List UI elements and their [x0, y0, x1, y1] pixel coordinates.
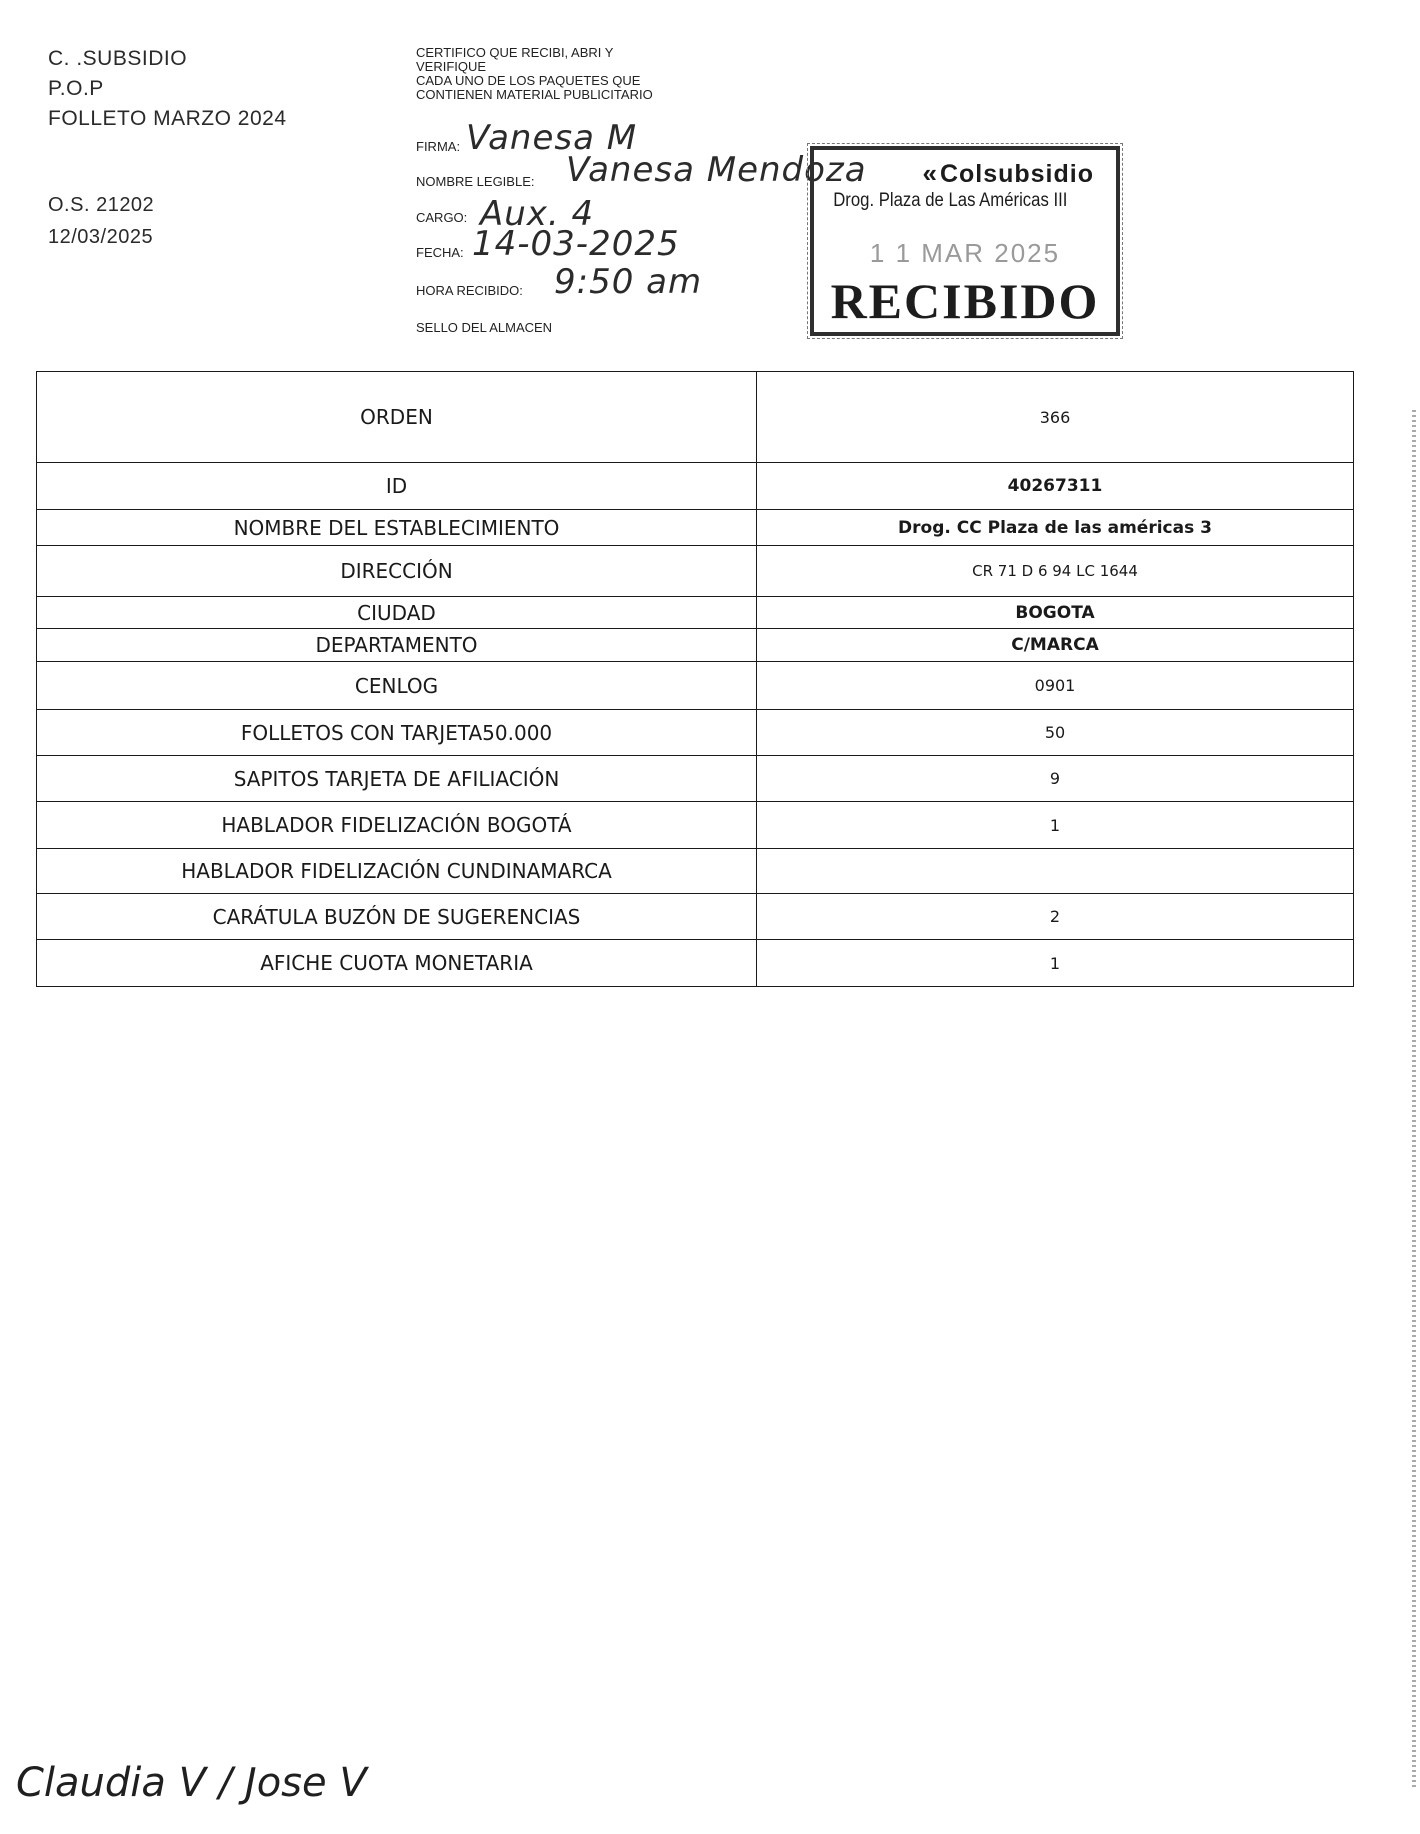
stamp-date: 1 1 MAR 2025 [869, 238, 1061, 268]
table-row [37, 546, 1354, 597]
row-label: DIRECCIÓN [37, 546, 757, 597]
footer-signature: Claudia V / Jose V [16, 1760, 367, 1806]
row-value: 1 [757, 940, 1354, 987]
row-value: 0901 [757, 662, 1354, 710]
stamp-brand: «Colsubsidio [922, 158, 1094, 188]
firma-label: FIRMA: [416, 139, 461, 154]
row-value: Drog. CC Plaza de las américas 3 [757, 510, 1354, 546]
row-label: FOLLETOS CON TARJETA50.000 [37, 710, 757, 756]
row-label: CENLOG [37, 662, 757, 710]
cargo-label: CARGO: [416, 210, 468, 225]
row-value: 9 [757, 756, 1354, 802]
hora-label: HORA RECIBIDO: [416, 283, 523, 298]
table-row [37, 940, 1354, 987]
row-value: 1 [757, 802, 1354, 849]
row-label: HABLADOR FIDELIZACIÓN CUNDINAMARCA [37, 849, 757, 894]
cert-line: CADA UNO DE LOS PAQUETES QUE [416, 73, 641, 88]
stamp-store: Drog. Plaza de Las Américas III [833, 190, 1068, 211]
row-label: CARÁTULA BUZÓN DE SUGERENCIAS [37, 894, 757, 940]
table-row [37, 894, 1354, 940]
table-row [37, 756, 1354, 802]
row-label: HABLADOR FIDELIZACIÓN BOGOTÁ [37, 802, 757, 849]
scan-edge-decoration [1412, 410, 1416, 1790]
row-value: 50 [757, 710, 1354, 756]
cert-line: VERIFIQUE [416, 59, 487, 74]
received-stamp [810, 146, 1120, 336]
cert-line: CONTIENEN MATERIAL PUBLICITARIO [416, 87, 653, 102]
row-label: SAPITOS TARJETA DE AFILIACIÓN [37, 756, 757, 802]
service-order: O.S. 21202 [48, 194, 155, 216]
row-label: ID [37, 463, 757, 510]
nombre-label: NOMBRE LEGIBLE: [416, 174, 535, 189]
row-value [757, 849, 1354, 894]
row-value: CR 71 D 6 94 LC 1644 [757, 546, 1354, 597]
hora-handwritten: 9:50 am [554, 262, 703, 302]
row-label: NOMBRE DEL ESTABLECIMIENTO [37, 510, 757, 546]
firma-handwritten: Vanesa M [466, 118, 638, 158]
row-label: ORDEN [37, 372, 757, 463]
row-label: CIUDAD [37, 597, 757, 629]
company-name: C. .SUBSIDIO [48, 47, 188, 70]
row-value: 2 [757, 894, 1354, 940]
row-label: AFICHE CUOTA MONETARIA [37, 940, 757, 987]
table-row [37, 510, 1354, 546]
fecha-handwritten: 14-03-2025 [472, 224, 680, 264]
row-value: C/MARCA [757, 629, 1354, 662]
table-row [37, 629, 1354, 662]
fecha-label: FECHA: [416, 245, 464, 260]
table-row [37, 710, 1354, 756]
row-value: 366 [757, 372, 1354, 463]
header-left [48, 44, 287, 253]
brand-logo-icon: « [922, 158, 938, 188]
table-row [37, 597, 1354, 629]
cargo-handwritten: Aux. 4 [480, 194, 595, 234]
document-date: 12/03/2025 [48, 226, 154, 248]
sello-label: SELLO DEL ALMACEN [416, 320, 553, 335]
certification-text [416, 46, 653, 102]
row-value: 40267311 [757, 463, 1354, 510]
row-label: DEPARTAMENTO [37, 629, 757, 662]
material-code: P.O.P [48, 77, 104, 100]
delivery-table [36, 371, 1354, 987]
table-row [37, 662, 1354, 710]
table-row [37, 802, 1354, 849]
campaign-name: FOLLETO MARZO 2024 [48, 107, 287, 130]
row-value: BOGOTA [757, 597, 1354, 629]
table-row [37, 372, 1354, 463]
table-row [37, 849, 1354, 894]
nombre-handwritten: Vanesa Mendoza [566, 150, 867, 190]
stamp-status: RECIBIDO [830, 273, 1100, 329]
cert-line: CERTIFICO QUE RECIBI, ABRI Y [416, 45, 614, 60]
table-row [37, 463, 1354, 510]
